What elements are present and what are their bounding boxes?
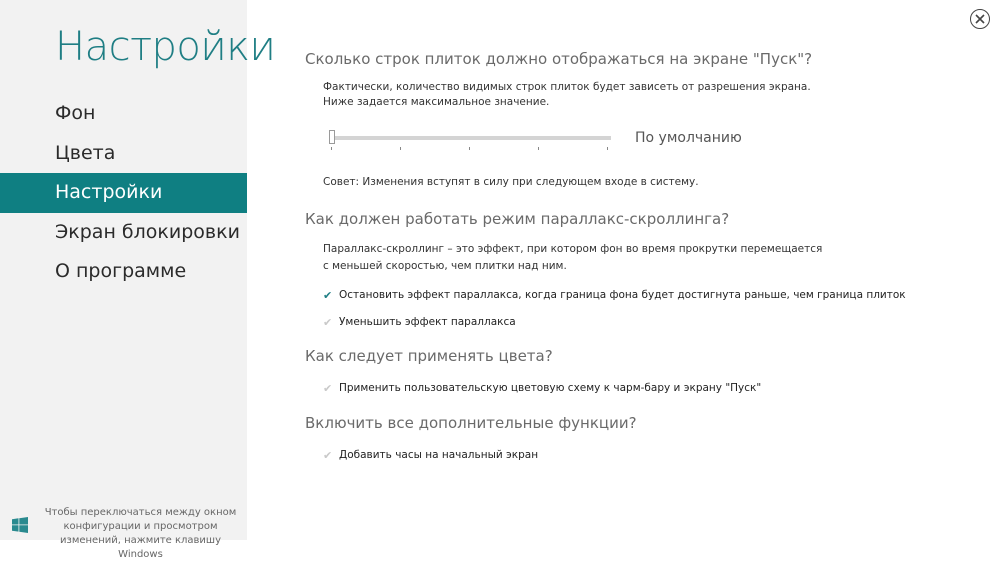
parallax-description-line-2: с меньшей скоростью, чем плитки над ним. [323,260,567,272]
parallax-heading: Как должен работать режим параллакс-скроллинга? [305,210,730,228]
sidebar-item-colors[interactable]: Цвета [55,141,116,164]
close-icon [975,14,985,24]
tiles-rows-heading: Сколько строк плиток должно отображаться на экране "Пуск"? [305,50,813,68]
checkmark-icon: ✔ [323,381,333,395]
add-clock-option[interactable] [323,447,538,463]
extras-heading: Включить все дополнительные функции? [305,414,637,432]
checkmark-icon: ✔ [323,288,333,302]
sidebar-item-settings[interactable]: Настройки [0,173,247,213]
parallax-reduce-option[interactable] [323,314,516,330]
windows-logo-icon [12,517,28,537]
checkmark-icon: ✔ [323,315,333,329]
slider-tick [331,147,332,150]
option-label: Уменьшить эффект параллакса [339,316,516,328]
colors-heading: Как следует применять цвета? [305,347,553,365]
apply-colors-option[interactable] [323,380,761,396]
slider-track [329,136,611,140]
footer-hint: Чтобы переключаться между окном конфигурации и просмотром изменений, нажмите клавишу Windows [44,507,237,560]
close-button[interactable] [970,9,990,29]
checkmark-icon: ✔ [323,448,333,462]
slider-tick [400,147,401,150]
sidebar-item-about[interactable]: О программе [55,260,187,282]
slider-value-label: По умолчанию [635,130,742,146]
sidebar-item-lock-screen[interactable]: Экран блокировки [55,220,240,243]
slider-tick [538,147,539,150]
sidebar [0,0,276,560]
tip-text: Совет: Изменения вступят в силу при следующем входе в систему. [323,176,699,188]
option-label: Остановить эффект параллакса, когда граница фона будет достигнута раньше, чем граница плиток [339,289,906,301]
parallax-stop-option[interactable] [323,287,906,303]
sidebar-nav [0,94,247,292]
sidebar-title: Настройки [55,24,276,70]
slider-tick [469,147,470,150]
option-label: Применить пользовательскую цветовую схему к чарм-бару и экрану "Пуск" [339,382,762,394]
tiles-rows-description-line-1: Фактически, количество видимых строк плиток будет зависеть от разрешения экрана. [323,81,811,93]
slider-tick [607,147,608,150]
tile-rows-slider[interactable] [329,128,611,158]
option-label: Добавить часы на начальный экран [339,449,539,461]
tiles-rows-description-line-2: Ниже задается максимальное значение. [323,96,550,108]
slider-thumb[interactable] [329,130,335,144]
sidebar-item-background[interactable]: Фон [55,102,96,124]
parallax-description-line-1: Параллакс-скроллинг – это эффект, при котором фон во время прокрутки перемещается [323,243,823,255]
